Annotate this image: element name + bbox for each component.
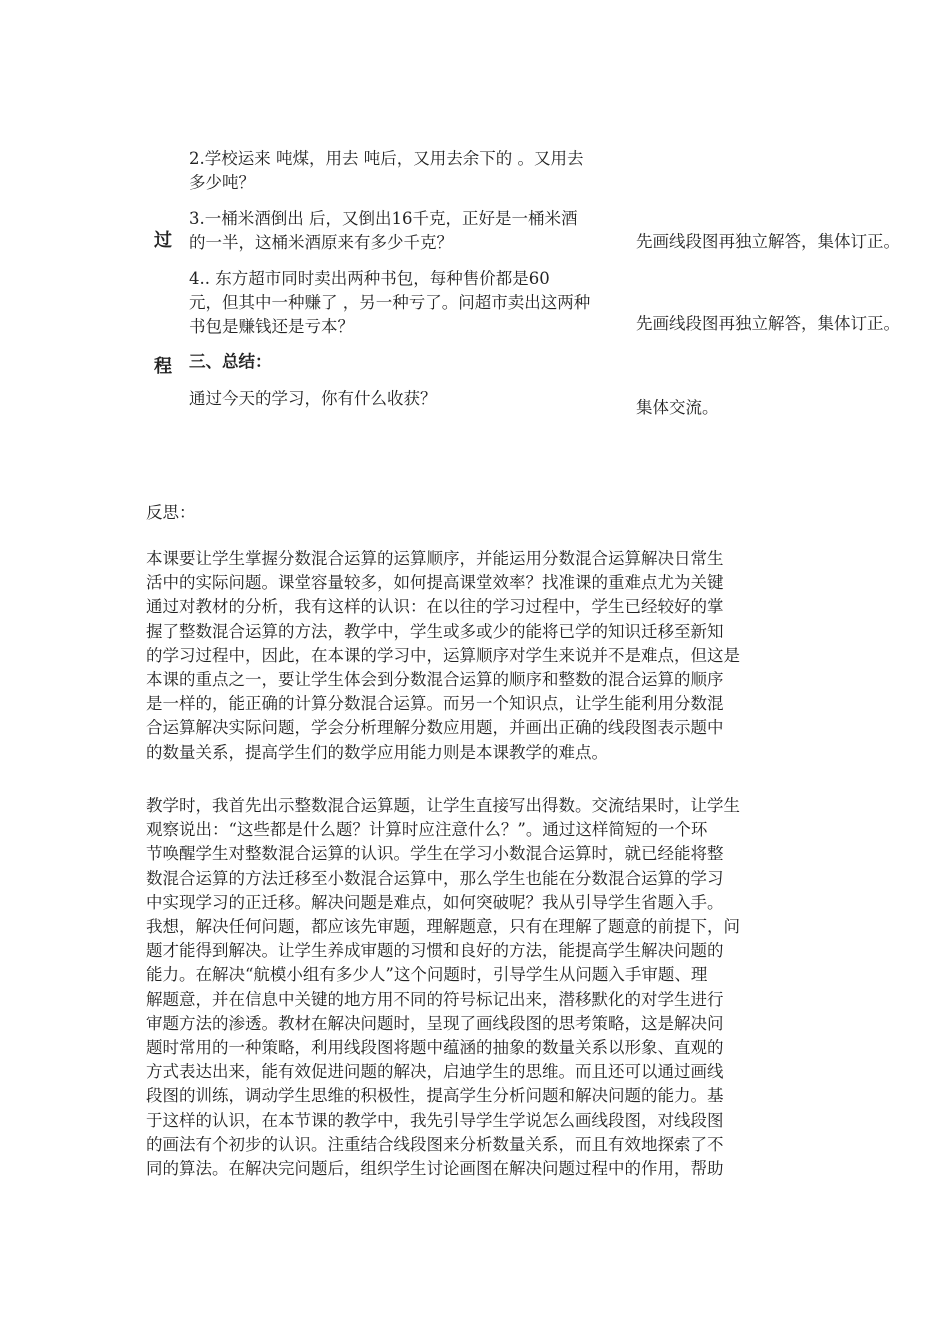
- paragraph-2-line: 数混合运算的方法迁移至小数混合运算中，那么学生也能在分数混合运算的学习: [146, 868, 724, 888]
- paragraph-2-line: 中实现学习的正迁移。解决问题是难点，如何突破呢？我从引导学生省题入手。: [146, 892, 724, 912]
- paragraph-1-line: 的学习过程中，因此，在本课的学习中，运算顺序对学生来说并不是难点，但这是: [146, 645, 740, 665]
- side-label-cheng: 程: [154, 356, 172, 377]
- paragraph-2-line: 审题方法的渗透。教材在解决问题时，呈现了画线段图的思考策略，这是解决问: [146, 1013, 724, 1033]
- paragraph-2-line: 方式表达出来，能有效促进问题的解决，启迪学生的思维。而且还可以通过画线: [146, 1062, 724, 1082]
- exercise-2: [189, 147, 583, 195]
- paragraph-1-line: 通过对教材的分析，我有这样的认识：在以往的学习过程中，学生已经较好的掌: [146, 597, 724, 617]
- paragraph-2-line: 于这样的认识，在本节课的教学中，我先引导学生学说怎么画线段图，对线段图: [146, 1110, 724, 1130]
- paragraph-1-line: 本课要让学生掌握分数混合运算的运算顺序，并能运用分数混合运算解决日常生: [146, 549, 724, 568]
- summary-question: 通过今天的学习，你有什么收获？: [189, 389, 437, 408]
- paragraph-2-line: 教学时，我首先出示整数混合运算题，让学生直接写出得数。交流结果时，让学生: [146, 796, 740, 815]
- note-exercise-3: 先画线段图再独立解答，集体订正。: [636, 232, 900, 251]
- side-label-guo: 过: [154, 230, 172, 251]
- paragraph-2-line: 节唤醒学生对整数混合运算的认识。学生在学习小数混合运算时，就已经能将整: [146, 844, 724, 864]
- paragraph-1-line: 合运算解决实际问题，学会分析理解分数应用题，并画出正确的线段图表示题中: [146, 718, 724, 738]
- reflection-paragraph-1: [146, 547, 740, 765]
- paragraph-1-line: 握了整数混合运算的方法，教学中，学生或多或少的能将已学的知识迁移至新知: [146, 621, 724, 641]
- reflection-paragraph-2: [146, 794, 740, 1181]
- paragraph-2-line: 能力。在解决“航模小组有多少人”这个问题时，引导学生从问题入手审题、理: [146, 965, 708, 985]
- note-summary: 集体交流。: [636, 398, 719, 417]
- exercise-3: [189, 207, 577, 255]
- exercise-4-line-3: 书包是赚钱还是亏本？: [189, 317, 354, 336]
- exercise-2-line-1: 2.学校运来 吨煤，用去 吨后，又用去余下的 。又用去: [189, 149, 584, 168]
- note-exercise-4: 先画线段图再独立解答，集体订正。: [636, 314, 900, 333]
- paragraph-2-line: 观察说出：“这些都是什么题？计算时应注意什么？”。通过这样简短的一个环: [146, 820, 708, 840]
- paragraph-2-line: 题时常用的一种策略，利用线段图将题中蕴涵的抽象的数量关系以形象、直观的: [146, 1038, 724, 1058]
- paragraph-2-line: 题才能得到解决。让学生养成审题的习惯和良好的方法，能提高学生解决问题的: [146, 941, 724, 961]
- summary-heading: 三、总结：: [189, 352, 272, 371]
- exercise-2-line-2: 多少吨？: [189, 173, 255, 192]
- exercise-3-line-2: 的一半，这桶米酒原来有多少千克？: [189, 233, 453, 252]
- paragraph-2-line: 同的算法。在解决完问题后，组织学生讨论画图在解决问题过程中的作用，帮助: [146, 1159, 724, 1179]
- reflection-title: 反思：: [146, 503, 196, 522]
- exercise-4-line-2: 元，但其中一种赚了 ，另一种亏了。问超市卖出这两种: [189, 293, 591, 312]
- exercise-3-line-1: 3.一桶米酒倒出 后，又倒出16千克，正好是一桶米酒: [189, 209, 578, 228]
- exercise-4: [189, 267, 590, 339]
- paragraph-2-line: 的画法有个初步的认识。注重结合线段图来分析数量关系，而且有效地探索了不: [146, 1134, 724, 1154]
- paragraph-2-line: 段图的训练，调动学生思维的积极性，提高学生分析问题和解决问题的能力。基: [146, 1086, 724, 1106]
- paragraph-1-line: 的数量关系，提高学生们的数学应用能力则是本课教学的难点。: [146, 742, 608, 762]
- paragraph-2-line: 解题意，并在信息中关键的地方用不同的符号标记出来，潜移默化的对学生进行: [146, 989, 724, 1009]
- paragraph-1-line: 是一样的，能正确的计算分数混合运算。而另一个知识点，让学生能利用分数混: [146, 694, 724, 714]
- paragraph-1-line: 本课的重点之一，要让学生体会到分数混合运算的顺序和整数的混合运算的顺序: [146, 670, 724, 690]
- paragraph-1-line: 活中的实际问题。课堂容量较多，如何提高课堂效率？找准课的重难点尤为关键: [146, 573, 724, 593]
- paragraph-2-line: 我想，解决任何问题，都应该先审题，理解题意，只有在理解了题意的前提下，问: [146, 917, 740, 937]
- exercise-4-line-1: 4.. 东方超市同时卖出两种书包，每种售价都是60: [189, 269, 550, 288]
